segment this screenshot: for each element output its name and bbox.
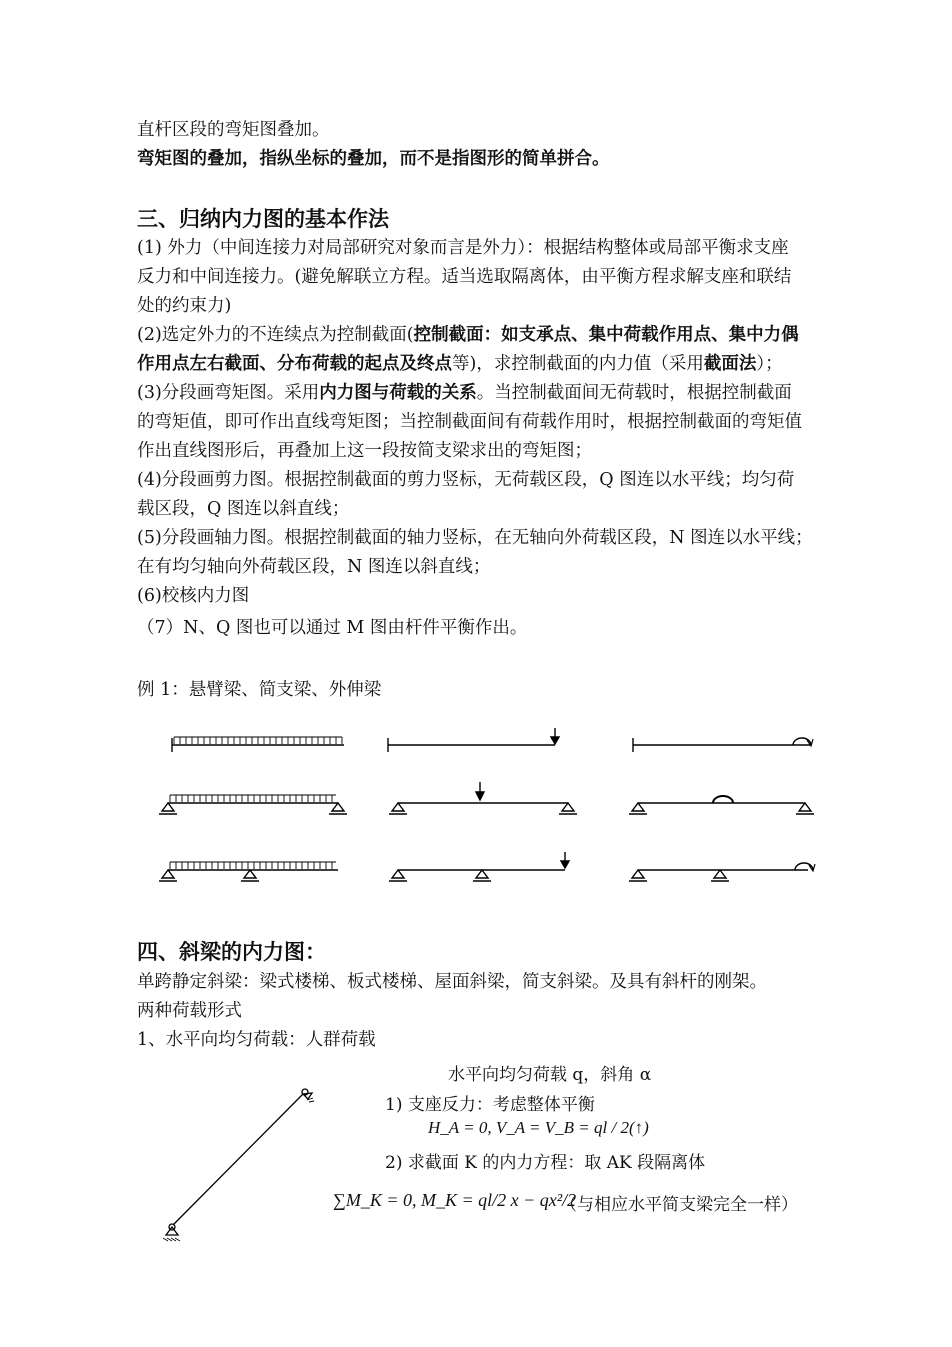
beam-overhang-uniform [159, 862, 338, 881]
bold-run: 截面法 [703, 354, 757, 374]
text-line [137, 321, 867, 350]
beam-simple-moment [629, 796, 814, 814]
text-line: 两种荷载形式 [137, 1001, 242, 1021]
text-line: 反力和中间连接力。(避免解联立方程。适当选取隔离体，由平衡方程求解支座和联结 [137, 267, 792, 287]
bold-run: 内力图与荷载的关系 [319, 383, 477, 403]
step-2: 2) 求截面 K 的内力方程：取 AK 段隔离体 [385, 1153, 706, 1173]
text-line: 单跨静定斜梁：梁式楼梯、板式楼梯、屋面斜梁，简支斜梁。及具有斜杆的刚架。 [137, 972, 767, 992]
text-line [137, 350, 867, 379]
beam-overhang-moment [629, 863, 815, 881]
text-line: (5)分段画轴力图。根据控制截面的轴力竖标，在无轴向外荷载区段，N 图连以水平线； [137, 528, 813, 548]
text-line: (4)分段画剪力图。根据控制截面的剪力竖标，无荷载区段，Q 图连以水平线；均匀荷 [137, 470, 795, 490]
reaction-formula: H_A = 0, V_A = V_B = ql / 2(↑) [428, 1118, 649, 1137]
text-line: 1、水平向均匀荷载：人群荷载 [137, 1030, 376, 1050]
section-heading-4: 四、斜梁的内力图： [137, 940, 326, 964]
text-run: ）； [756, 354, 783, 374]
bold-statement: 弯矩图的叠加，指纵坐标的叠加，而不是指图形的简单拼合。 [137, 149, 610, 169]
bold-run: 控制截面：如支承点、集中荷载作用点、集中力偶 [413, 325, 799, 345]
load-description: 水平向均匀荷载 q，斜角 α [448, 1065, 652, 1085]
example-label: 例 1：悬臂梁、简支梁、外伸梁 [137, 680, 382, 700]
beam-cantilever-moment [633, 738, 813, 752]
bold-run: 作用点左右截面、分布荷载的起点及终点 [137, 354, 452, 374]
beam-cantilever-uniform [172, 737, 344, 752]
text-line: (1) 外力（中间连接力对局部研究对象而言是外力）：根据结构整体或局部平衡求支座 [137, 238, 789, 258]
text-line: 的弯矩值，即可作出直线弯矩图；当控制截面间有荷载作用时，根据控制截面的弯矩值 [137, 412, 802, 432]
beam-simple-point [389, 782, 577, 814]
text-line: 处的约束力) [137, 296, 232, 316]
text-line: (6)校核内力图 [137, 586, 250, 606]
beam-cantilever-point [388, 728, 559, 752]
text-line: 直杆区段的弯矩图叠加。 [137, 120, 330, 140]
step-1: 1) 支座反力：考虑整体平衡 [385, 1095, 595, 1115]
text-line [137, 379, 867, 408]
section-heading-3: 三、归纳内力图的基本作法 [137, 207, 389, 231]
beam-overhang-point [389, 852, 569, 881]
text-run: 。当控制截面间无荷载时，根据控制截面 [476, 383, 792, 403]
text-line: 在有均匀轴向外荷载区段，N 图连以斜直线； [137, 557, 491, 577]
text-run: (2)选定外力的不连续点为控制截面( [137, 325, 414, 345]
inclined-beam-sketch [155, 1080, 325, 1245]
moment-note: （与相应水平简支梁完全一样） [560, 1195, 798, 1215]
text-run: 等)，求控制截面的内力值（采用 [452, 354, 704, 374]
text-run: (3)分段画弯矩图。采用 [137, 383, 320, 403]
beam-simple-uniform [159, 795, 347, 814]
beam-diagrams [150, 720, 830, 890]
text-line: 作出直线图形后，再叠加上这一段按简支梁求出的弯矩图； [137, 441, 592, 461]
text-line: 载区段，Q 图连以斜直线； [137, 499, 350, 519]
moment-formula: ∑M_K = 0, M_K = ql/2 x − qx²/2 [333, 1190, 577, 1210]
text-line: （7）N、Q 图也可以通过 M 图由杆件平衡作出。 [137, 618, 528, 638]
